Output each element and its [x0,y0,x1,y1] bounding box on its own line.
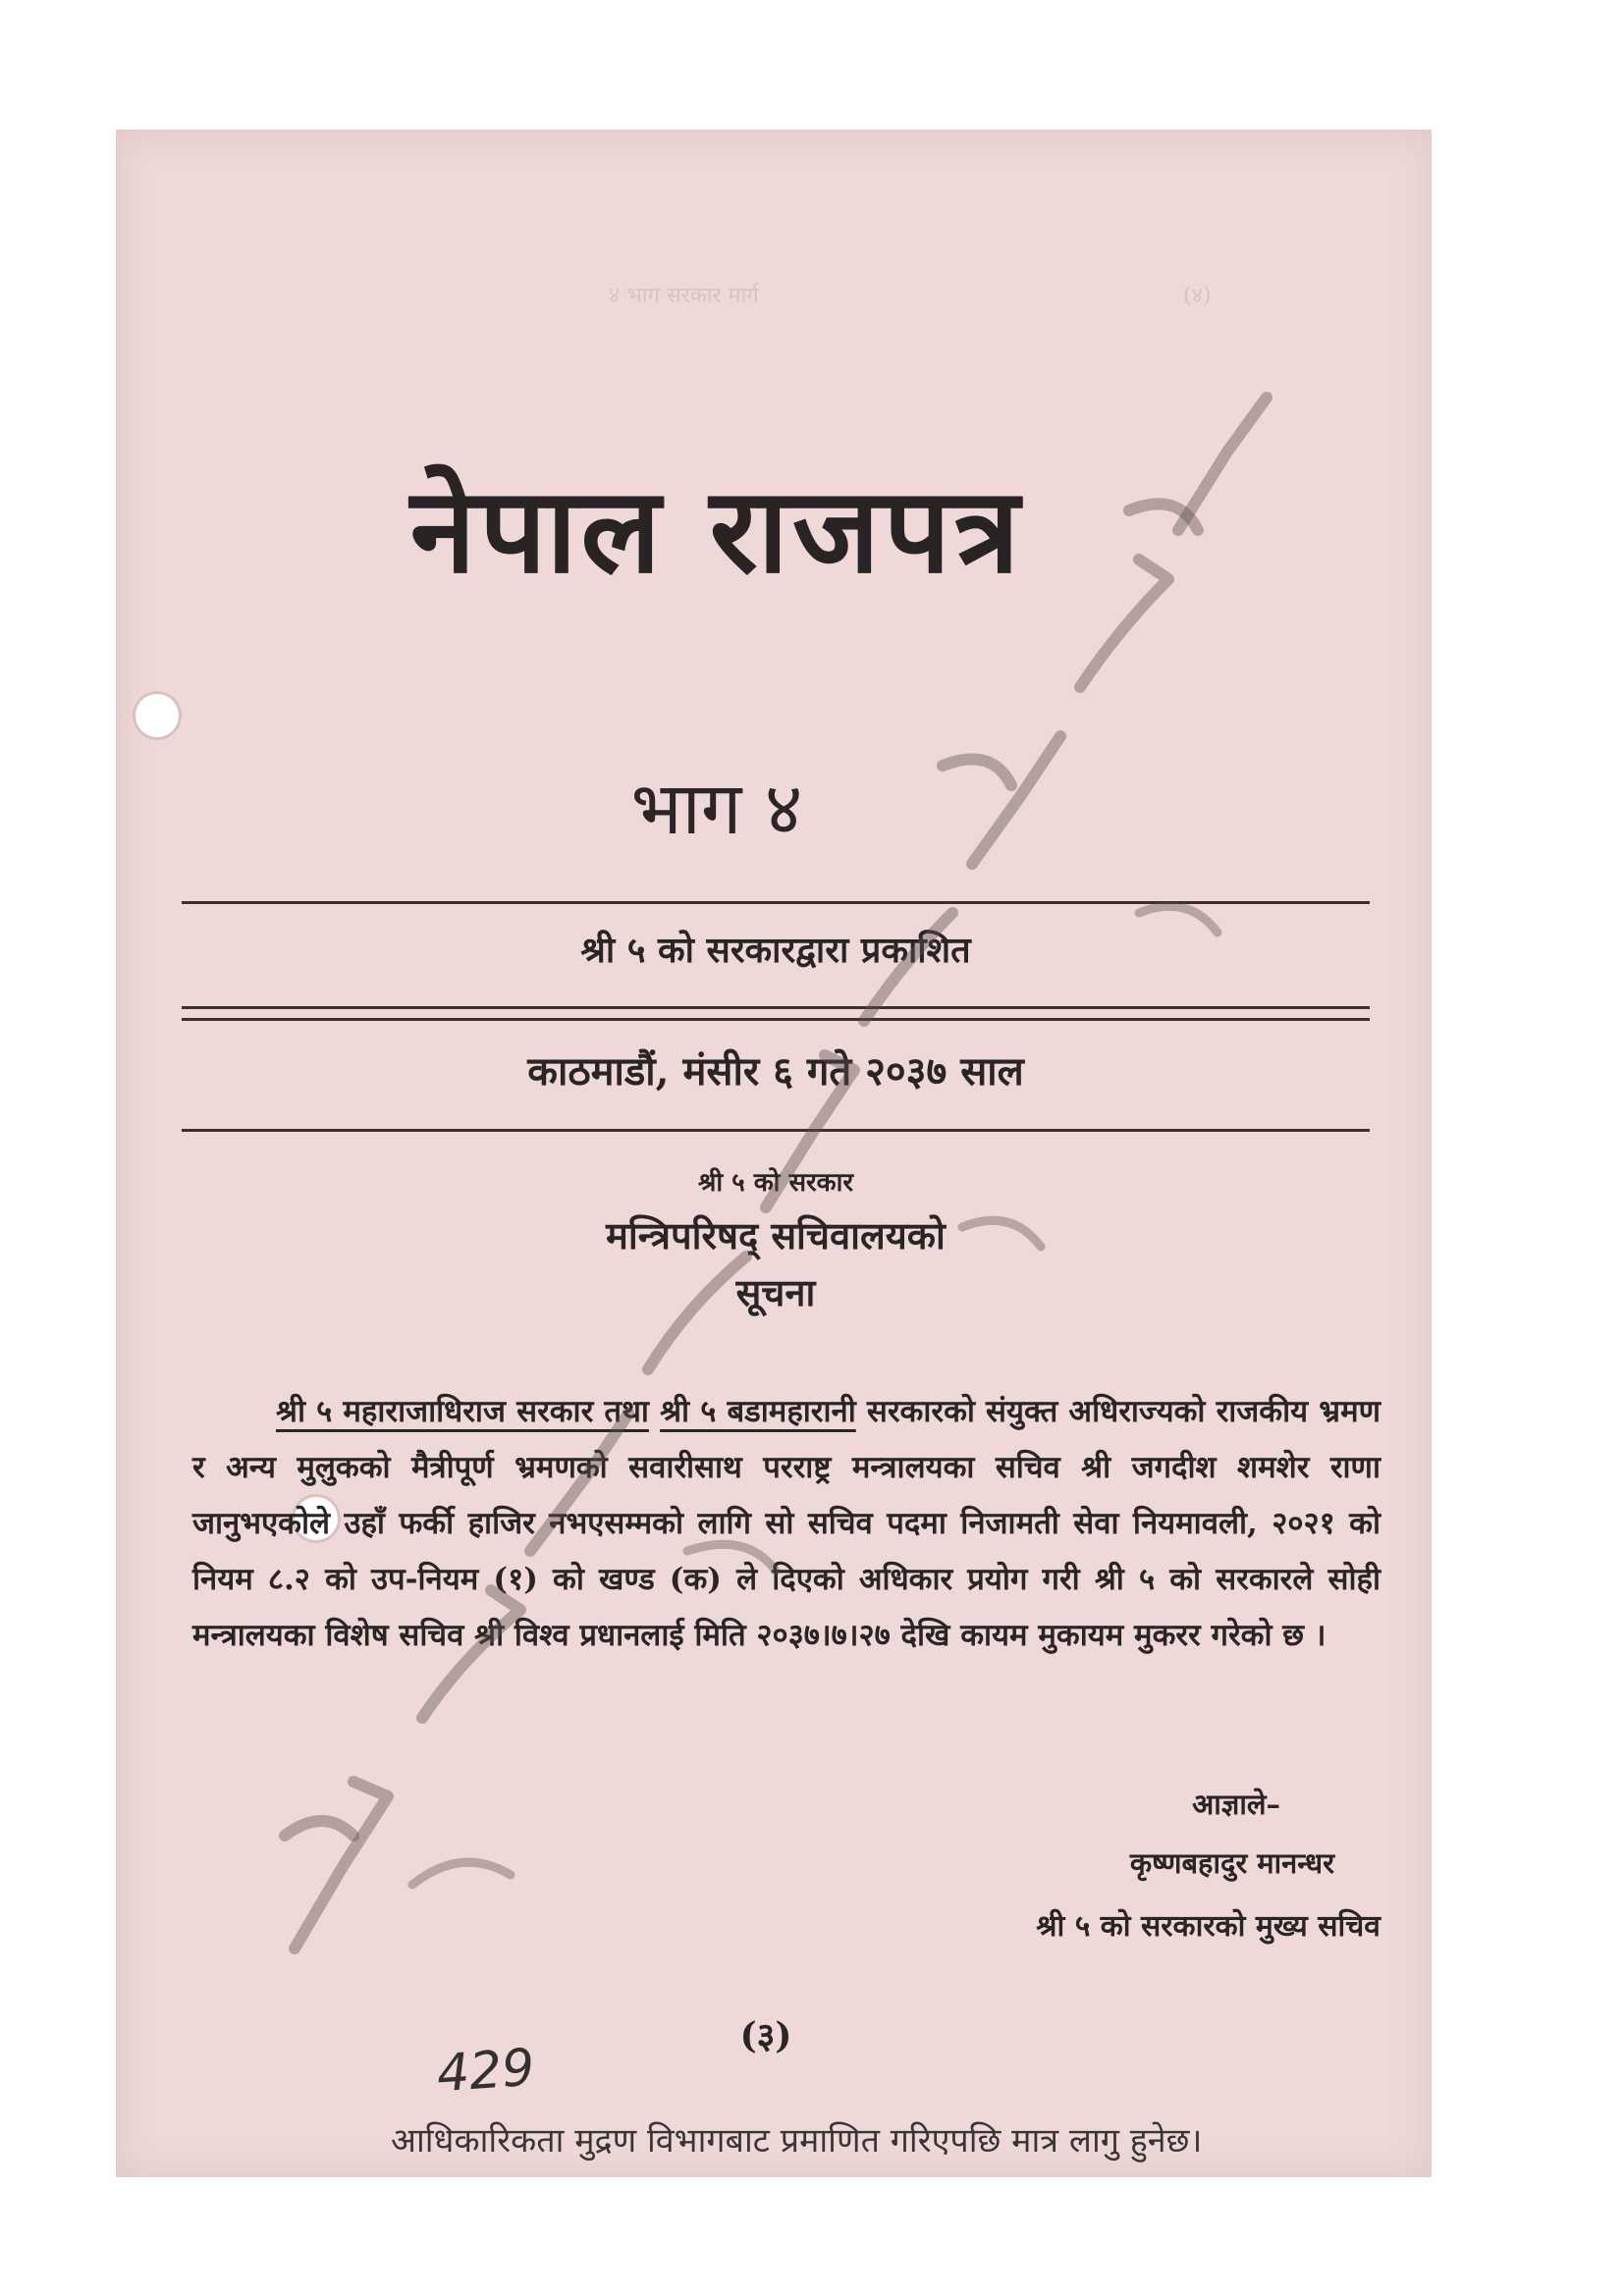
divider-3 [182,1129,1370,1132]
signature-by-order: आज्ञाले– [1192,1788,1280,1821]
gazette-part: भाग ४ [630,767,803,851]
page-marker: (४) [1183,284,1212,308]
gazette-title: नेपाल राजपत्र [409,461,1024,600]
notice-government: श्री ५ को सरकार [697,1168,854,1198]
published-by: श्री ५ को सरकारद्वारा प्रकाशित [580,930,971,971]
signature-title: श्री ५ को सरकारको मुख्य सचिव [1036,1909,1380,1944]
authenticity-footer: आधिकारिकता मुद्रण विभागबाट प्रमाणित गरिएपछि मात्र लागु हुनेछ। [391,2121,1203,2161]
running-head: ४ भाग सरकार मार्ग [609,284,759,308]
dateline: काठमाडौं, मंसीर ६ गते २०३७ साल [527,1048,1024,1095]
notice-heading: सूचना [735,1270,816,1314]
handwritten-number: 429 [435,2038,537,2105]
punch-hole-top [135,694,179,737]
notice-body-gap [649,1394,660,1429]
divider-2b [182,1018,1370,1021]
notice-body-underlined-2: श्री ५ बडामहारानी [660,1394,856,1429]
notice-body-text: सरकारको संयुक्त अधिराज्यको राजकीय भ्रमण र अन्य मुलुकको मैत्रीपूर्ण भ्रमणको सवारीसाथ परराष्ट्र मन्त्रालयका सचिव श्री जगदीश शमशेर राणा जानुभएकोले उहाँ फर्की हाजिर नभएसम्मको लागि सो सचिव पदमा निजामती सेवा नियमावली, २०२१ को नियम ८.२ को उप-नियम (१) को खण्ड (क) ले दिएको अधिकार प्रयोग गरी श्री ५ को सरकारले सोही मन्त्रालयका विशेष सचिव श्री विश्व प्रधानलाई मिति २०३७।७।२७ देखि कायम मुकायम मुकरर गरेको छ । [192,1394,1381,1653]
divider-1 [182,901,1370,904]
signature-name: कृष्णबहादुर मानन्धर [1129,1846,1334,1880]
divider-2a [182,1006,1370,1009]
notice-body-underlined-1: श्री ५ महाराजाधिराज सरकार तथा [276,1394,649,1429]
notice-body [192,1384,1380,1664]
notice-office: मन्त्रिपरिषद् सचिवालयको [606,1213,946,1257]
page-number: (३) [739,2015,792,2056]
